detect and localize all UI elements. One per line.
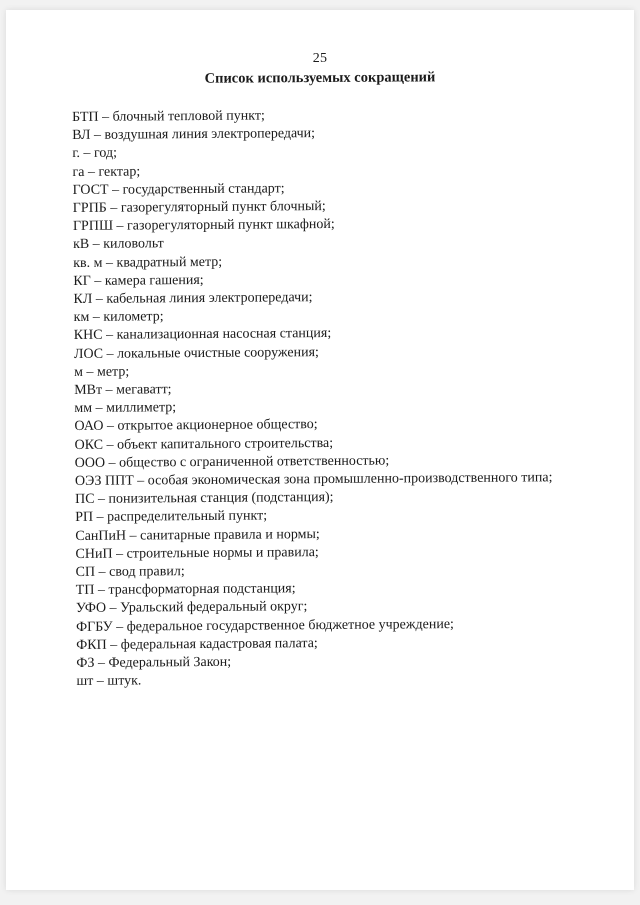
list-item: СанПиН – санитарные правила и нормы;: [75, 526, 320, 544]
list-item: км – километр;: [73, 309, 164, 326]
list-item: мм – миллиметр;: [74, 400, 177, 417]
list-item: КНС – канализационная насосная станция;: [73, 326, 332, 344]
list-item: ОАО – открытое акционерное общество;: [74, 417, 318, 435]
list-item: кВ – киловольт: [73, 236, 164, 253]
list-item: ЛОС – локальные очистные сооружения;: [73, 344, 319, 362]
list-item: ФКП – федеральная кадастровая палата;: [76, 635, 318, 653]
list-item: КЛ – кабельная линия электропередачи;: [73, 290, 313, 308]
list-item: ПС – понизительная станция (подстанция);: [75, 490, 334, 508]
list-item: ОКС – объект капитального строительства;: [74, 435, 334, 453]
abbreviation-list: [72, 105, 617, 692]
list-item: га – гектар;: [72, 164, 141, 180]
list-item: СП – свод правил;: [75, 564, 185, 581]
page-number: 25: [312, 51, 328, 66]
list-item: кв. м – квадратный метр;: [73, 254, 223, 271]
list-item: ВЛ – воздушная линия электропередачи;: [72, 126, 316, 144]
list-item: ООО – общество с ограниченной ответственностью;: [74, 453, 390, 471]
page-title: Список используемых сокращений: [204, 69, 436, 87]
document-page: [6, 10, 634, 890]
list-item: ФГБУ – федеральное государственное бюджетное учреждение;: [76, 616, 454, 635]
list-item: ГРПШ – газорегуляторный пункт шкафной;: [72, 217, 335, 235]
list-item: ГРПБ – газорегуляторный пункт блочный;: [72, 199, 326, 217]
list-item: м – метр;: [74, 364, 130, 380]
list-item: ОЭЗ ППТ – особая экономическая зона промышленно-производственного типа;: [74, 470, 553, 490]
list-item: ФЗ – Федеральный Закон;: [76, 654, 232, 672]
list-item: ГОСТ – государственный стандарт;: [72, 181, 285, 198]
list-item: шт – штук.: [76, 673, 142, 690]
list-item: ТП – трансформаторная подстанция;: [75, 581, 296, 599]
list-item: КГ – камера гашения;: [73, 272, 204, 289]
list-item: СНиП – строительные нормы и правила;: [75, 544, 319, 562]
list-item: РП – распределительный пункт;: [75, 508, 268, 526]
list-item: МВт – мегаватт;: [74, 382, 172, 399]
list-item: БТП – блочный тепловой пункт;: [72, 108, 265, 125]
list-item: г. – год;: [72, 146, 118, 162]
list-item: УФО – Уральский федеральный округ;: [75, 599, 308, 617]
